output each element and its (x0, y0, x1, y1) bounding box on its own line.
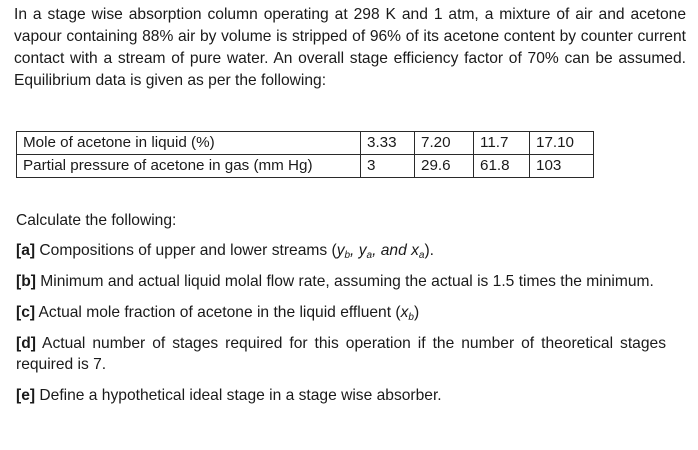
table-cell: 3 (361, 155, 415, 178)
question-text: Minimum and actual liquid molal flow rate, assuming the actual is 1.5 times the minimum. (35, 273, 654, 290)
subscript: b (408, 312, 414, 323)
variable: y (358, 242, 367, 259)
question-text: Define a hypothetical ideal stage in a stage wise absorber. (35, 387, 442, 404)
variable: y (336, 242, 345, 259)
question-e (16, 385, 666, 406)
question-text: Actual mole fraction of acetone in the liquid effluent ( (35, 304, 401, 321)
variable: x (400, 304, 409, 321)
separator: , and (372, 242, 412, 259)
question-c (16, 302, 666, 323)
row-label: Partial pressure of acetone in gas (mm Hg) (17, 155, 361, 178)
row-label: Mole of acetone in liquid (%) (17, 132, 361, 155)
subscript: b (344, 250, 351, 261)
question-text: ) (413, 304, 420, 321)
variable: x (411, 242, 419, 259)
question-text: ). (424, 242, 434, 259)
question-d (16, 333, 666, 375)
questions-lead: Calculate the following: (16, 212, 177, 229)
separator: , (350, 242, 359, 259)
table-cell: 103 (530, 155, 594, 178)
question-tag: [b] (16, 273, 36, 290)
table-cell: 11.7 (474, 132, 530, 155)
table-cell: 17.10 (530, 132, 594, 155)
question-tag: [c] (16, 304, 36, 321)
subscript: a (418, 250, 425, 261)
question-text: Compositions of upper and lower streams ( (35, 242, 337, 259)
problem-statement: In a stage wise absorption column operating at 298 K and 1 atm, a mixture of air and acetone vapour containing 88% air by volume is stripped of 96% of its acetone content by counter current contact with a stream of pure water. An overall stage efficiency factor of 70% can be assumed. Equilibrium data is given as per the following: (14, 6, 686, 89)
table-cell: 7.20 (415, 132, 474, 155)
table-cell: 61.8 (474, 155, 530, 178)
equilibrium-data-table (16, 131, 594, 178)
question-a (16, 240, 666, 261)
table-row (17, 155, 594, 178)
question-tag: [a] (16, 242, 36, 259)
question-text: Actual number of stages required for this operation if the number of theoretical stages required is 7. (16, 335, 666, 373)
table-row (17, 132, 594, 155)
question-tag: [e] (16, 387, 36, 404)
question-list (16, 210, 666, 416)
table-cell: 3.33 (361, 132, 415, 155)
table-cell: 29.6 (415, 155, 474, 178)
subscript: a (366, 250, 373, 261)
question-b (16, 271, 666, 292)
question-tag: [d] (16, 335, 36, 352)
